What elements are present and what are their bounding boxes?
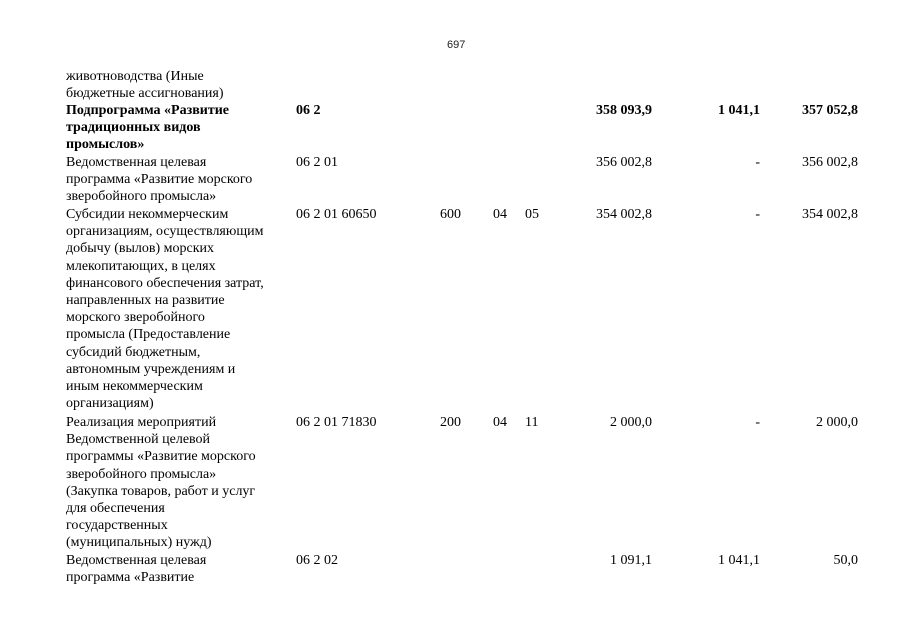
row-expense-type: 200 — [440, 415, 461, 430]
row-sum-federal: 1 041,1 — [718, 103, 760, 118]
row-name: Ведомственная целевая программа «Развитие морского зверобойного промысла» — [66, 155, 253, 205]
row-sum-regional: 356 002,8 — [802, 155, 858, 170]
row-sum-federal: - — [755, 207, 760, 222]
row-code: 06 2 01 — [296, 155, 338, 170]
page-number: 697 — [447, 39, 466, 51]
row-sum-federal: - — [755, 155, 760, 170]
row-sum-total: 358 093,9 — [596, 103, 652, 118]
row-name: Субсидии некоммерческим организациям, осуществляющим добычу (вылов) морских млекопитающих, в целях финансового обеспечения затрат, направленных на развитие морского зверобойного промысла (Предоставление субсидий бюджетным, автономным учреждениям и иным некоммерческим организациям) — [66, 207, 264, 412]
row-sum-regional: 50,0 — [833, 553, 858, 568]
row-code: 06 2 01 71830 — [296, 415, 377, 430]
row-sum-total: 356 002,8 — [596, 155, 652, 170]
row-name: Подпрограмма «Развитие традиционных видов промыслов» — [66, 103, 230, 153]
row-section: 04 — [493, 415, 507, 430]
row-sum-regional: 2 000,0 — [816, 415, 858, 430]
row-sum-total: 354 002,8 — [596, 207, 652, 222]
row-sum-federal: 1 041,1 — [718, 553, 760, 568]
row-subsection: 05 — [525, 207, 539, 222]
row-name: Реализация мероприятий Ведомственной целевой программы «Развитие морского зверобойного промысла» (Закупка товаров, работ и услуг для обеспечения государственных (муниципальных) нужд) — [66, 415, 256, 551]
row-sum-total: 1 091,1 — [610, 553, 652, 568]
row-subsection: 11 — [525, 415, 539, 430]
row-name: животноводства (Иные бюджетные ассигнования) — [66, 69, 224, 102]
row-code: 06 2 02 — [296, 553, 338, 568]
row-code: 06 2 — [296, 103, 321, 118]
row-sum-total: 2 000,0 — [610, 415, 652, 430]
row-name: Ведомственная целевая программа «Развитие — [66, 553, 207, 586]
row-section: 04 — [493, 207, 507, 222]
row-sum-regional: 354 002,8 — [802, 207, 858, 222]
row-sum-regional: 357 052,8 — [802, 103, 858, 118]
row-code: 06 2 01 60650 — [296, 207, 377, 222]
row-expense-type: 600 — [440, 207, 461, 222]
row-sum-federal: - — [755, 415, 760, 430]
